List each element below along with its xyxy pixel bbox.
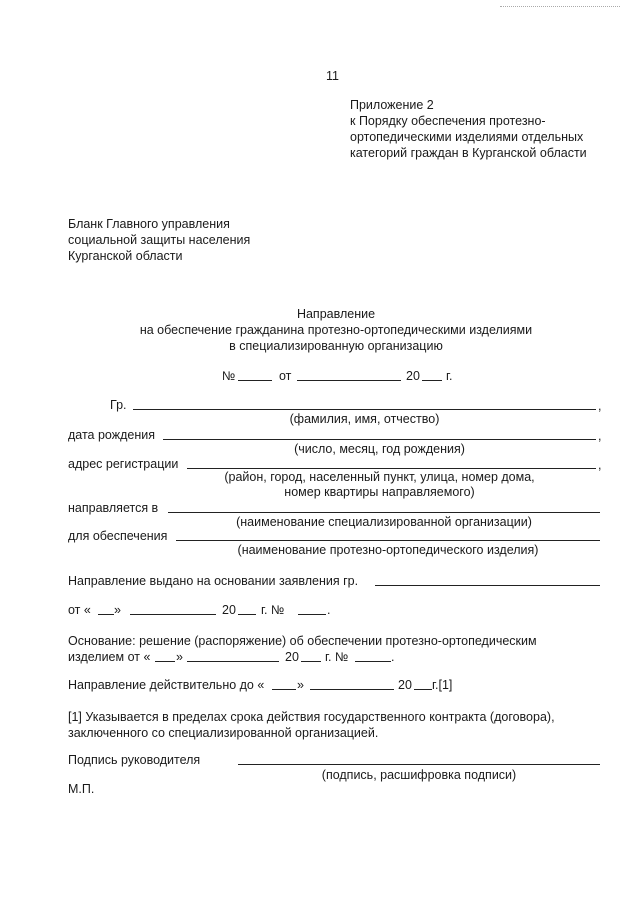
quote-close: » (297, 678, 304, 692)
number-label: № (222, 369, 236, 383)
title-line: Направление (296, 307, 376, 321)
comma: , (598, 429, 602, 443)
year-field[interactable] (422, 380, 442, 381)
footnote-line: заключенного со специализированной организацией. (68, 726, 379, 740)
quote-close: » (176, 650, 183, 664)
stamp-label: М.П. (68, 782, 95, 796)
birth-date-hint: (число, месяц, год рождения) (294, 442, 465, 456)
issued-year-field[interactable] (238, 614, 256, 615)
issued-month-field[interactable] (130, 614, 216, 615)
basis-date-open: изделием от « (68, 650, 151, 664)
scan-artifact (500, 6, 620, 7)
number-label: г. № (261, 603, 285, 617)
address-label: адрес регистрации (68, 457, 179, 471)
appendix-line: ортопедическими изделиями отдельных (350, 130, 584, 144)
dot: . (327, 603, 331, 617)
valid-year-field[interactable] (414, 689, 432, 690)
basis-number-field[interactable] (355, 661, 391, 662)
appendix-line: категорий граждан в Курганской области (350, 146, 587, 160)
letterhead-line: социальной защиты населения (68, 233, 251, 247)
year-prefix: 20 (285, 650, 299, 664)
comma: , (598, 399, 602, 413)
comma: , (598, 458, 602, 472)
issued-number-field[interactable] (298, 614, 326, 615)
signature-hint: (подпись, расшифровка подписи) (321, 768, 517, 782)
valid-month-field[interactable] (310, 689, 394, 690)
year-prefix: 20 (406, 369, 420, 383)
dot: . (391, 650, 395, 664)
footnote-line: [1] Указывается в пределах срока действия государственного контракта (договора), (68, 710, 555, 724)
issued-day-field[interactable] (98, 614, 114, 615)
birth-date-label: дата рождения (68, 428, 156, 442)
birth-date-field[interactable] (163, 439, 596, 440)
year-prefix: 20 (222, 603, 236, 617)
sent-to-label: направляется в (68, 501, 159, 515)
citizen-hint: (фамилия, имя, отчество) (289, 412, 440, 426)
citizen-name-field[interactable] (133, 409, 596, 410)
date-field[interactable] (297, 380, 401, 381)
citizen-label: Гр. (110, 398, 127, 412)
organization-hint: (наименование специализированной организации) (236, 515, 532, 529)
number-label: г. № (325, 650, 349, 664)
issued-label: Направление выдано на основании заявления гр. (68, 574, 359, 588)
signature-label: Подпись руководителя (68, 753, 201, 767)
year-prefix: 20 (398, 678, 412, 692)
appendix-line: Приложение 2 (350, 98, 434, 112)
page-number: 11 (326, 69, 339, 83)
applicant-field[interactable] (375, 585, 600, 586)
basis-day-field[interactable] (155, 661, 175, 662)
organization-field[interactable] (168, 512, 600, 513)
basis-line: Основание: решение (распоряжение) об обеспечении протезно-ортопедическим (68, 634, 537, 648)
year-suffix: г. (446, 369, 453, 383)
letterhead-line: Бланк Главного управления (68, 217, 230, 231)
valid-suffix: г.[1] (432, 678, 453, 692)
basis-month-field[interactable] (187, 661, 279, 662)
product-hint: (наименование протезно-ортопедического изделия) (237, 543, 539, 557)
valid-day-field[interactable] (272, 689, 296, 690)
provide-label: для обеспечения (68, 529, 168, 543)
address-hint: номер квартиры направляемого) (284, 485, 475, 499)
address-hint: (район, город, населенный пункт, улица, номер дома, (224, 470, 535, 484)
quote-close: » (114, 603, 121, 617)
basis-year-field[interactable] (301, 661, 321, 662)
appendix-line: к Порядку обеспечения протезно- (350, 114, 546, 128)
letterhead-line: Курганской области (68, 249, 183, 263)
valid-label: Направление действительно до « (68, 678, 265, 692)
issued-date-open: от « (68, 603, 91, 617)
date-label: от (279, 369, 292, 383)
title-line: в специализированную организацию (229, 339, 443, 353)
product-field[interactable] (176, 540, 600, 541)
title-line: на обеспечение гражданина протезно-ортопедическими изделиями (139, 323, 533, 337)
number-field[interactable] (238, 380, 272, 381)
signature-field[interactable] (238, 764, 600, 765)
